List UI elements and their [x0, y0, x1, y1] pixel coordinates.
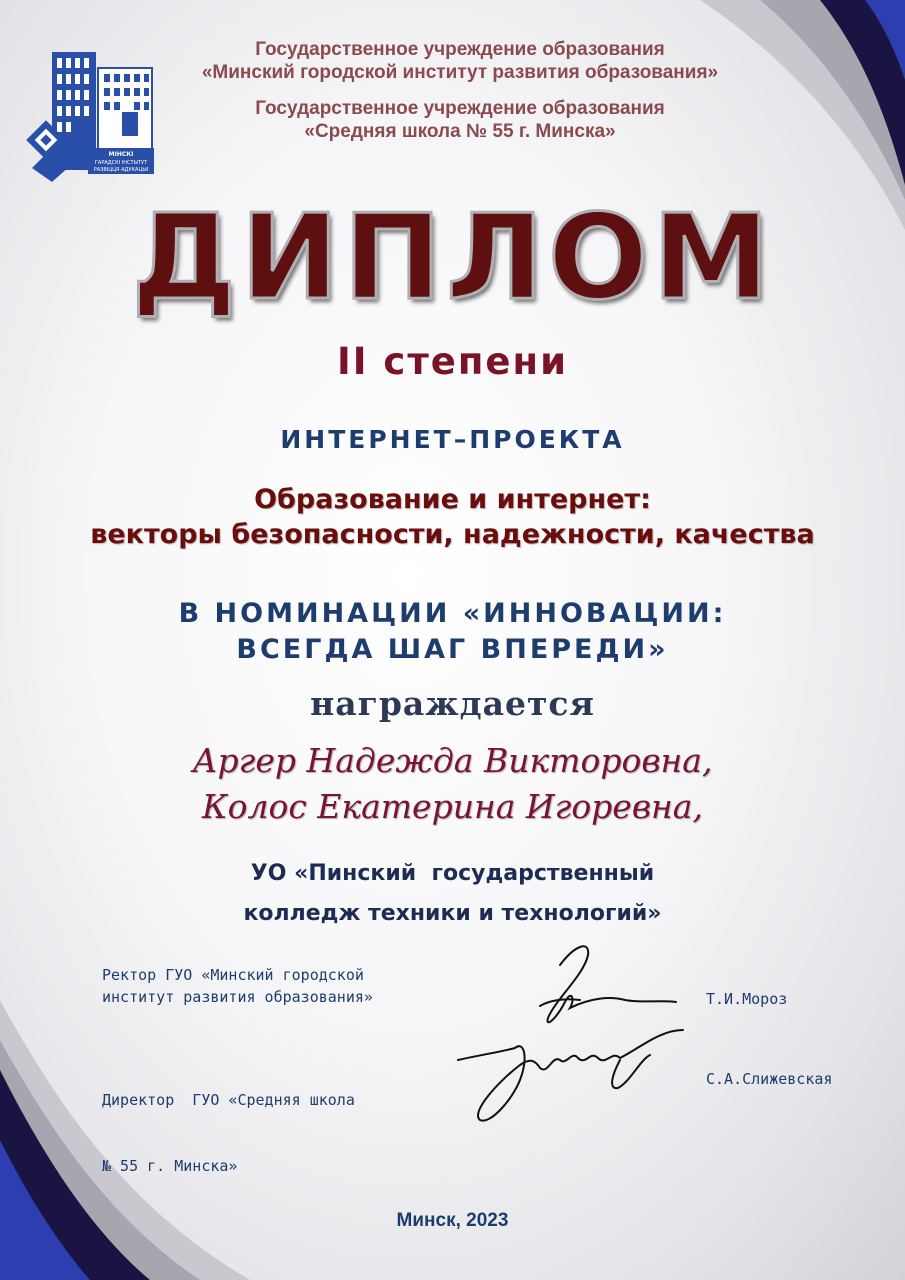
rector-name: Т.И.Мороз	[706, 990, 788, 1008]
header-line-1: Государственное учреждение образования	[255, 39, 665, 60]
logo-text-3: РАЗВІЦЦЯ АДУКАЦЫІ	[93, 167, 149, 173]
degree-label: II степени	[336, 340, 569, 383]
director-signature-icon	[458, 1030, 683, 1121]
nomination-line-2: ВСЕГДА ШАГ ВПЕРЕДИ»	[236, 634, 669, 665]
header-line-4: «Средняя школа № 55 г. Минска»	[304, 121, 616, 142]
director-title-line-2: № 55 г. Минска»	[102, 1157, 238, 1175]
institution-line-1: УО «Пинский государственный	[250, 861, 655, 886]
project-title-line-2: векторы безопасности, надежности, качества	[90, 519, 815, 550]
institution-line-2: колледж техники и технологий»	[243, 901, 662, 926]
diploma-title: ДИПЛОМ	[131, 188, 774, 326]
header-line-3: Государственное учреждение образования	[255, 98, 665, 119]
logo-text-1: МІНСКІ	[108, 151, 134, 158]
recipient-1: Аргер Надежда Викторовна,	[192, 741, 713, 780]
rector-signature-icon	[540, 946, 676, 1022]
recipient-2: Колос Екатерина Игоревна,	[202, 787, 703, 826]
project-title-line-1: Образование и интернет:	[254, 484, 651, 515]
rector-title-line-2: институт развития образования»	[102, 988, 373, 1006]
director-name: С.А.Слижевская	[706, 1070, 833, 1088]
rector-title-line-1: Ректор ГУО «Минский городской	[102, 966, 364, 984]
nomination-line-1: В НОМИНАЦИИ «ИННОВАЦИИ:	[178, 598, 727, 629]
awarded-label: награждается	[310, 684, 595, 723]
project-label: ИНТЕРНЕТ–ПРОЕКТА	[280, 425, 625, 454]
footer-city-year: Минск, 2023	[396, 1210, 509, 1231]
director-title-line-1: Директор ГУО «Средняя школа	[102, 1091, 355, 1109]
logo-text-2: ГАРАДСКІ ІНСТЫТУТ	[94, 160, 148, 166]
header-line-2: «Минский городской институт развития образования»	[201, 62, 719, 83]
